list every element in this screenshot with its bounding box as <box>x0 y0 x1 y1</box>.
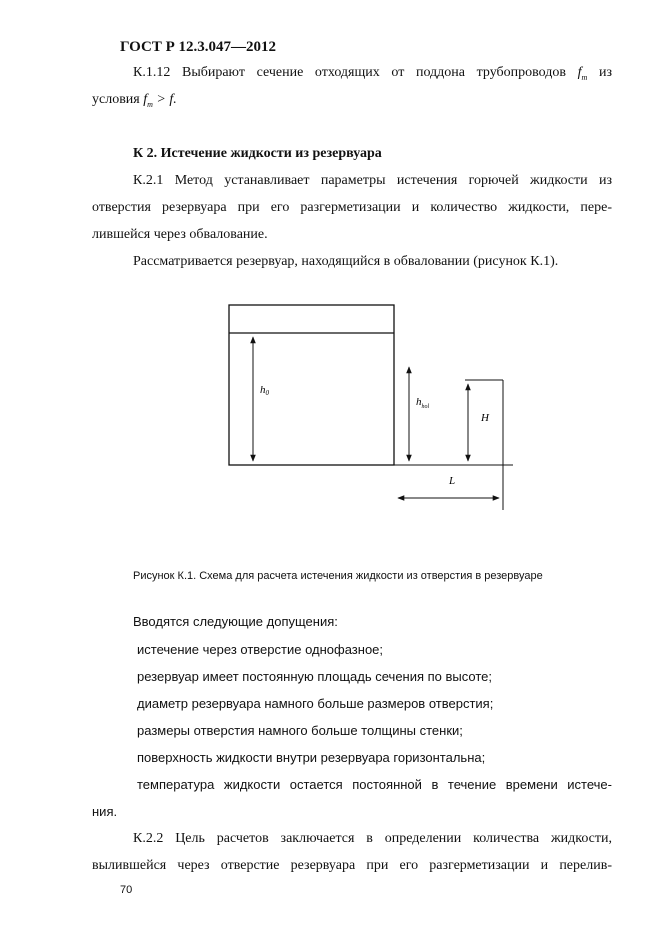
condition-sub: т <box>147 99 153 109</box>
tank-outline <box>229 305 394 465</box>
section-para2: Рассматривается резервуар, находящийся в обваловании (рисунок К.1). <box>133 254 559 269</box>
assumption-item: температура жидкости остается постоянной в течение времени истече- <box>137 777 612 792</box>
label-H: H <box>481 412 489 424</box>
page-number: 70 <box>120 884 133 896</box>
section-para1-line3: лившейся через обвалование. <box>92 227 268 242</box>
label-h0: h0 <box>260 384 269 397</box>
condition-end: f. <box>169 92 177 107</box>
document-header: ГОСТ Р 12.3.047—2012 <box>120 39 277 55</box>
intro-symbol-letter: f <box>577 65 582 80</box>
assumption-item: размеры отверстия намного больше толщины стенки; <box>137 723 463 738</box>
intro-line-1-text: К.1.12 Выбирают сечение отходящих от поддона трубопроводов <box>133 65 567 80</box>
assumption-item: резервуар имеет постоянную площадь сечения по высоте; <box>137 669 493 684</box>
para3-line1: К.2.2 Цель расчетов заключается в определении количества жидкости, <box>133 831 612 846</box>
para3-line2: вылившейся через отверстие резервуара при его разгерметизации и перелив- <box>92 858 612 873</box>
condition-symbol: f <box>143 92 148 107</box>
intro-line-1-end: из <box>598 65 612 80</box>
label-L: L <box>449 475 456 487</box>
figure-caption: Рисунок К.1. Схема для расчета истечения жидкости из отверстия в резервуаре <box>133 570 543 582</box>
assumption-item: диаметр резервуара намного больше размеров отверстия; <box>137 696 494 711</box>
assumption-item: истечение через отверстие однофазное; <box>137 642 384 657</box>
section-heading: К 2. Истечение жидкости из резервуара <box>133 146 382 161</box>
section-para1-line2: отверстия резервуара при его разгерметизации и количество жидкости, пере- <box>92 200 612 215</box>
assumption-continuation: ния. <box>92 804 118 819</box>
intro-symbol-sub: т <box>581 72 588 82</box>
condition-relation: > <box>152 92 170 107</box>
section-para1-line1: К.2.1 Метод устанавливает параметры истечения горючей жидкости из <box>133 173 612 188</box>
label-hhol: $h_{hol}$ <box>416 396 430 410</box>
assumption-item: поверхность жидкости внутри резервуара горизонтальна; <box>137 750 486 765</box>
assumptions-intro: Вводятся следующие допущения: <box>133 614 338 629</box>
intro-line-2-text: условия <box>92 92 140 107</box>
